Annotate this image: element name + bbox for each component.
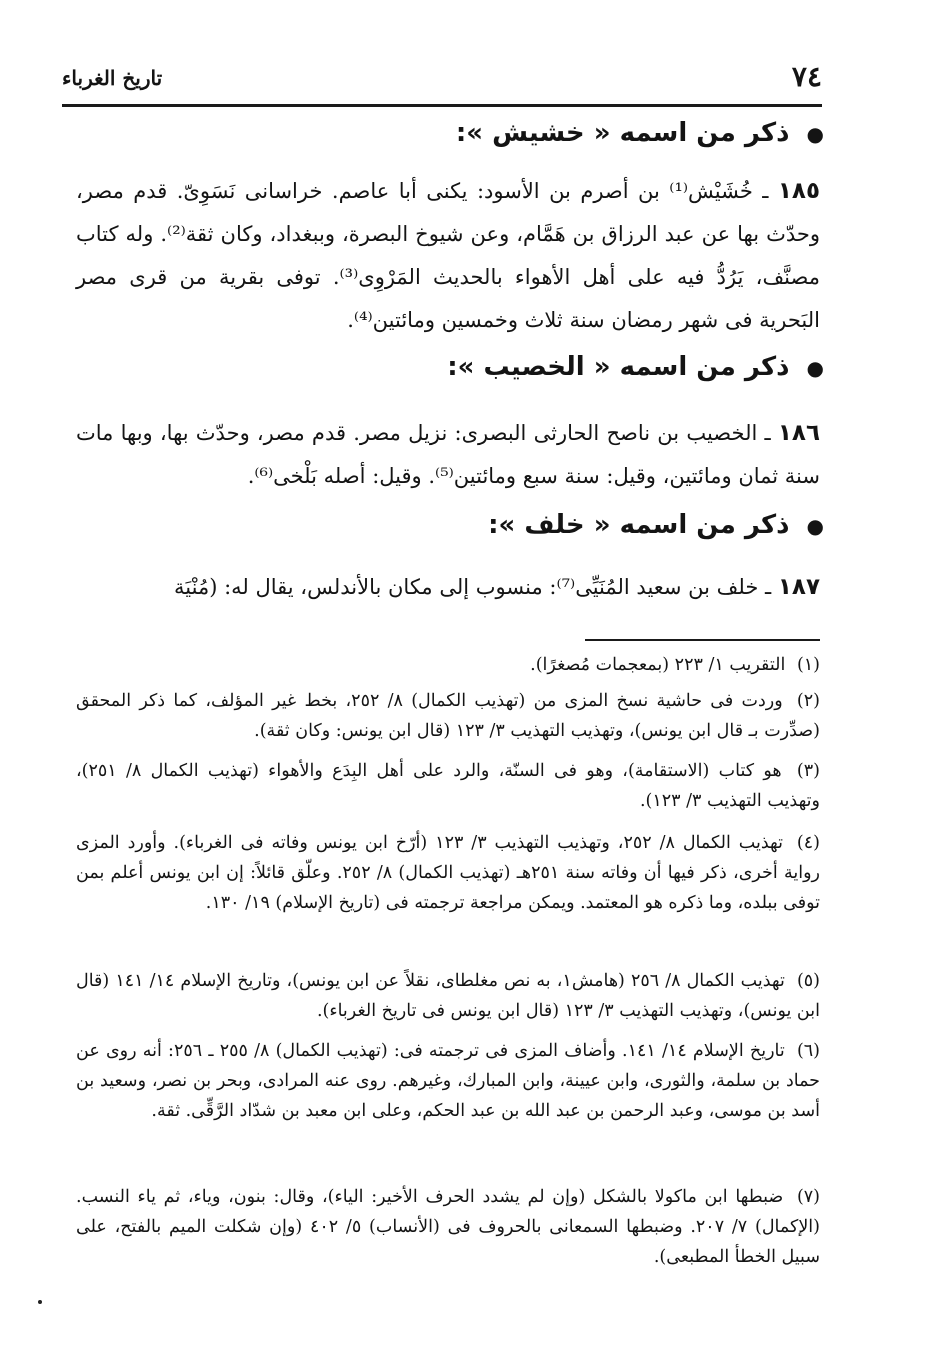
footnote-number: (٧) xyxy=(796,1187,820,1207)
footnote-5 xyxy=(76,966,820,1026)
footnote-6 xyxy=(76,1036,820,1126)
bullet-icon: ● xyxy=(806,122,824,146)
running-title: تاريخ الغرباء xyxy=(62,66,163,90)
footnote-text: هو كتاب (الاستقامة)، وهو فى السنّة، والرد على أهل البِدَع والأهواء (تهذيب الكمال ٨/ ٢٥١)، وتهذيب التهذيب ٣/ ١٢٣). xyxy=(76,761,820,811)
heading-prefix: ذكر من اسمه xyxy=(619,352,790,382)
footnote-number: (٦) xyxy=(796,1041,820,1061)
footnote-text: تهذيب الكمال ٨/ ٢٥٢، وتهذيب التهذيب ٣/ ١٢٣ (أرّخ ابن يونس وفاته فى الغرباء). وأورد المزى رواية أخرى، ذكر فيها أن وفاته سنة ٢٥١هـ (تهذيب الكمال) ٨/ ٢٥٢. وعلّق قائلاً: إن ابن يونس أعلم بمن توفى ببلده، وما ذكره هو المعتمد. ويمكن مراجعة ترجمته فى (تاريخ الإسلام) ١٩/ ١٣٠. xyxy=(76,833,820,913)
section-heading-khushaysh xyxy=(456,118,824,148)
heading-name: « خلف »: xyxy=(488,510,611,540)
footnote-text: تاريخ الإسلام ١٤/ ١٤١. وأضاف المزى فى ترجمته فى: (تهذيب الكمال) ٨/ ٢٥٥ ـ ٢٥٦: أنه روى عن حماد بن سلمة، والثورى، وابن عيينة، وابن المبارك، وغيرهم. روى عنه المرادى، وبحر بن نصر، وسعيد بن أسد بن موسى، وعبد الرحمن بن عبد الله بن عبد الحكم، وعلى ابن معبد بن شدّاد الرَّقِّى. ثقة. xyxy=(76,1041,820,1121)
footnote-text: ضبطها ابن ماكولا بالشكل (وإن لم يشدد الحرف الأخير: الياء)، وقال: بنون، وياء، ثم ياء النسب. (الإكمال) ٧/ ٢٠٧. وضبطها السمعانى بالحروف فى (الأنساب) ٥/ ٤٠٢ (وإن شكلت الميم بالفتح، على سبيل الخطأ المطبعى). xyxy=(76,1187,820,1267)
footnote-number: (١) xyxy=(796,655,820,675)
page-number: ٧٤ xyxy=(791,60,822,93)
header-rule xyxy=(62,104,822,107)
entry-text: الخصيب بن ناصح الحارثى البصرى: نزيل مصر. قدم مصر، وحدّث بها، وبها مات سنة ثمان ومائتين، وقيل: سنة سبع ومائتين⁽⁵⁾. وقيل: أصله بَلْخى⁽⁶⁾. xyxy=(76,421,820,488)
section-heading-khalaf xyxy=(488,510,824,540)
footnote-number: (٢) xyxy=(796,691,820,711)
heading-prefix: ذكر من اسمه xyxy=(619,118,790,148)
scan-speck xyxy=(38,1300,42,1304)
bullet-icon: ● xyxy=(806,356,824,380)
entry-186: ١٨٦ ـ الخصيب بن ناصح الحارثى البصرى: نزيل مصر. قدم مصر، وحدّث بها، وبها مات سنة ثمان ومائتين، وقيل: سنة سبع ومائتين⁽⁵⁾. وقيل: أصله بَلْخى⁽⁶⁾. xyxy=(76,420,821,488)
heading-prefix: ذكر من اسمه xyxy=(619,510,790,540)
page-header xyxy=(62,58,822,102)
footnote-2 xyxy=(76,686,820,746)
entry-187: ١٨٧ ـ خلف بن سعيد المُنَيِّى⁽⁷⁾: منسوب إلى مكان بالأندلس، يقال له: (مُنْيَة xyxy=(174,574,820,600)
entry-number: ١٨٦ xyxy=(777,420,821,446)
entry-text: خلف بن سعيد المُنَيِّى⁽⁷⁾: منسوب إلى مكان بالأندلس، يقال له: (مُنْيَة xyxy=(174,575,759,599)
footnote-separator xyxy=(585,639,820,641)
footnote-number: (٤) xyxy=(796,833,820,853)
footnote-1 xyxy=(76,650,820,680)
section-heading-khasib xyxy=(447,352,824,382)
footnote-4 xyxy=(76,828,820,918)
footnote-number: (٣) xyxy=(796,761,820,781)
heading-name: « الخصيب »: xyxy=(447,352,611,382)
entry-number: ١٨٧ xyxy=(777,574,820,600)
heading-name: « خشيش »: xyxy=(455,118,611,148)
entry-185: ١٨٥ ـ خُشَيْش⁽¹⁾ بن أصرم بن الأسود: يكنى أبا عاصم. خراسانى نَسَوِىّ. قدم مصر، وحدّث بها عن عبد الرزاق بن هَمَّام، وعن شيوخ البصرة، وببغداد، وكان ثقة⁽²⁾. وله كتاب مصنَّف، يَرُدُّ فيه على أهل الأهواء بالحديث المَرْوِى⁽³⁾. توفى بقرية من قرى مصر البَحرية فى شهر رمضان سنة ثلاث وخمسين ومائتين⁽⁴⁾. xyxy=(76,178,820,332)
footnote-3 xyxy=(76,756,820,816)
footnote-number: (٥) xyxy=(796,971,820,991)
footnote-7 xyxy=(76,1182,820,1272)
footnote-text: وردت فى حاشية نسخ المزى من (تهذيب الكمال) ٨/ ٢٥٢، بخط غير المؤلف، كما ذكر المحقق (صدِّرت بـ قال ابن يونس)، وتهذيب التهذيب ٣/ ١٢٣ (قال ابن يونس: وكان ثقة). xyxy=(76,691,820,741)
entry-number: ١٨٥ xyxy=(777,178,820,204)
entry-text: خُشَيْش⁽¹⁾ بن أصرم بن الأسود: يكنى أبا عاصم. خراسانى نَسَوِىّ. قدم مصر، وحدّث بها عن عبد الرزاق بن هَمَّام، وعن شيوخ البصرة، وببغداد، وكان ثقة⁽²⁾. وله كتاب مصنَّف، يَرُدُّ فيه على أهل الأهواء بالحديث المَرْوِى⁽³⁾. توفى بقرية من قرى مصر البَحرية فى شهر رمضان سنة ثلاث وخمسين ومائتين⁽⁴⁾. xyxy=(76,179,820,332)
bullet-icon: ● xyxy=(806,514,824,538)
footnote-text: تهذيب الكمال ٨/ ٢٥٦ (هامش١، به نص مغلطاى، نقلاً عن ابن يونس)، وتاريخ الإسلام ١٤/ ١٤١ (قال ابن يونس)، وتهذيب التهذيب ٣/ ١٢٣ (قال ابن يونس فى تاريخ الغرباء). xyxy=(76,971,820,1021)
footnote-text: التقريب ١/ ٢٢٣ (بمعجمات مُصغرًا). xyxy=(530,655,786,675)
